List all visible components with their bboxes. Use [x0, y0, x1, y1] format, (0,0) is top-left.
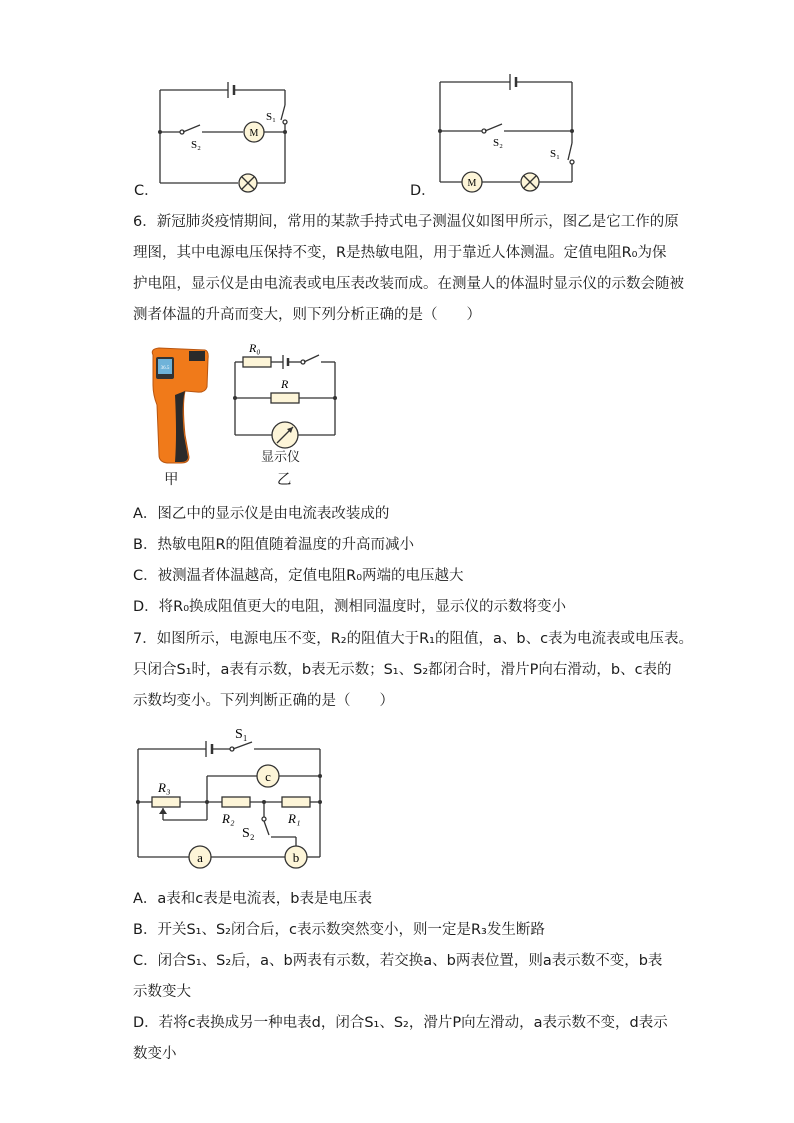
label-r: R — [281, 377, 289, 391]
label-s2: S₂ — [493, 137, 503, 149]
q7-stem-line-2: 只闭合S₁时，a表有示数，b表无示数；S₁、S₂都闭合时，滑片P向右滑动，b、c表的 — [133, 662, 672, 678]
label-r3: R₃ — [158, 780, 171, 795]
label-s1: S₁ — [266, 111, 276, 123]
label-m: M — [467, 178, 477, 189]
fig-jia-label: 甲 — [164, 472, 179, 488]
circuit-option-c — [150, 75, 300, 195]
q6-option-d: D．将R₀换成阻值更大的电阻，测相同温度时，显示仪的示数将变小 — [133, 599, 567, 615]
label-r0: R₀ — [249, 341, 261, 355]
q7-option-d: D．若将c表换成另一种电表d，闭合S₁、S₂，滑片P向左滑动，a表示数不变，d表示 — [133, 1015, 668, 1031]
q7-stem-line-1: 7．如图所示，电源电压不变，R₂的阻值大于R₁的阻值，a、b、c表为电流表或电压表。 — [133, 631, 694, 647]
label-s2: S₂ — [242, 826, 255, 841]
label-r2: R₂ — [222, 811, 235, 826]
q7-option-d-cont: 数变小 — [133, 1046, 177, 1062]
q6-option-b: B．热敏电阻R的阻值随着温度的升高而减小 — [133, 537, 415, 553]
q6-option-a: A．图乙中的显示仪是由电流表改装成的 — [133, 506, 390, 522]
label-s1: S₁ — [235, 727, 248, 742]
q6-stem-line-1: 6．新冠肺炎疫情期间，常用的某款手持式电子测温仪如图甲所示，图乙是它工作的原 — [133, 214, 679, 230]
label-s2: S₂ — [191, 139, 201, 151]
meter-a: a — [197, 850, 203, 865]
q6-stem-line-4: 测者体温的升高而变大，则下列分析正确的是（ ） — [133, 307, 481, 323]
option-c-label: C． — [134, 183, 159, 199]
q7-option-a: A．a表和c表是电流表，b表是电压表 — [133, 891, 372, 907]
fig-yi-label: 乙 — [277, 472, 292, 488]
thermometer-screen: 36.5 — [160, 366, 170, 371]
q7-option-c-cont: 示数变大 — [133, 984, 191, 1000]
q6-stem-line-2: 理图，其中电源电压保持不变，R是热敏电阻，用于靠近人体测温。定值电阻R₀为保 — [133, 245, 667, 261]
q6-stem-line-3: 护电阻，显示仪是由电流表或电压表改装而成。在测量人的体温时显示仪的示数会随被 — [133, 276, 684, 292]
q7-option-b: B．开关S₁、S₂闭合后，c表示数突然变小，则一定是R₃发生断路 — [133, 922, 545, 938]
label-s1: S₁ — [550, 148, 560, 160]
circuit-option-d — [430, 65, 590, 195]
meter-c: c — [265, 769, 271, 784]
label-m: M — [249, 128, 259, 139]
thermometer-gun-image — [145, 345, 215, 470]
q6-option-c: C．被测温者体温越高，定值电阻R₀两端的电压越大 — [133, 568, 464, 584]
option-d-label: D． — [410, 183, 436, 199]
meter-b: b — [292, 850, 300, 865]
label-r1: R₁ — [288, 811, 301, 826]
q7-option-c: C．闭合S₁、S₂后，a、b两表有示数，若交换a、b两表位置，则a表示数不变，b表 — [133, 953, 663, 969]
display-label: 显示仪 — [261, 450, 301, 465]
q7-stem-line-3: 示数均变小。下列判断正确的是（ ） — [133, 693, 394, 709]
circuit-q7 — [130, 722, 330, 867]
